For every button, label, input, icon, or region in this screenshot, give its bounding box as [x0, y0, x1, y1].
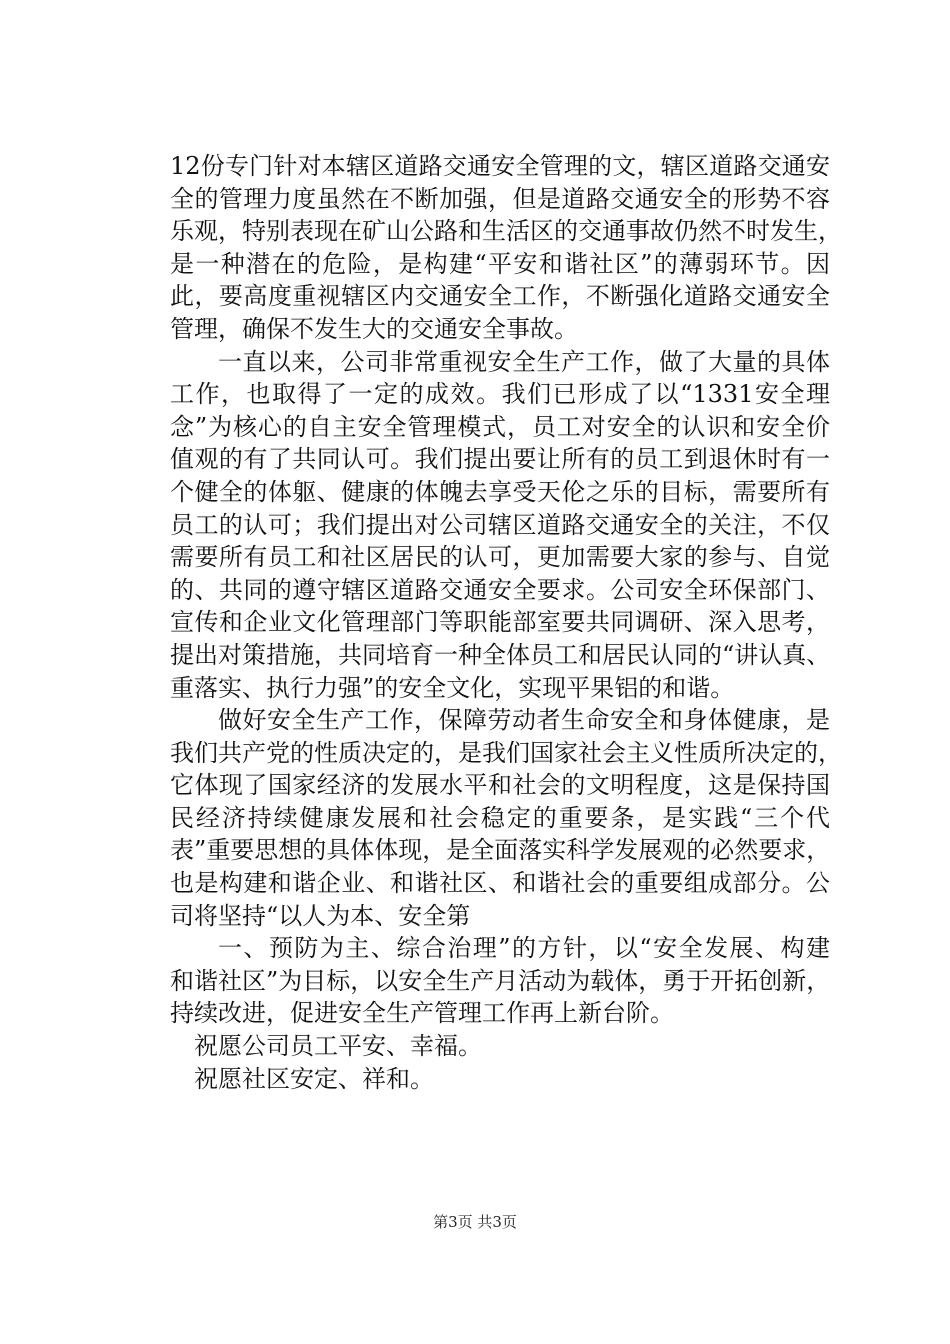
text-line: 管理，确保不发生大的交通安全事故。 — [170, 314, 578, 343]
text-line: 此，要高度重视辖区内交通安全工作，不断强化道路交通安全 — [170, 282, 830, 311]
closing-line: 祝愿社区安定、祥和。 — [194, 1064, 434, 1093]
text-line: 宣传和企业文化管理部门等职能部室要共同调研、深入思考， — [170, 608, 830, 637]
text-line: 司将坚持“以人为本、安全第 — [170, 901, 471, 930]
paragraph-start-line: 一直以来，公司非常重视安全生产工作，做了大量的具体 — [218, 347, 830, 376]
text-line: 需要所有员工和社区居民的认可，更加需要大家的参与、自觉 — [170, 543, 830, 572]
paragraph-start-line: 一、预防为主、综合治理”的方针，以“安全发展、构建 — [218, 934, 830, 963]
paragraph-start-line: 做好安全生产工作，保障劳动者生命安全和身体健康，是 — [218, 706, 830, 735]
closing-line: 祝愿公司员工平安、幸福。 — [194, 1032, 482, 1061]
text-line: 也是构建和谐企业、和谐社区、和谐社会的重要组成部分。公 — [170, 869, 830, 898]
text-line: 值观的有了共同认可。我们提出要让所有的员工到退休时有一 — [170, 445, 830, 474]
text-line: 提出对策措施，共同培育一种全体员工和居民认同的“讲认真、 — [170, 640, 831, 669]
text-line: 个健全的体躯、健康的体魄去享受天伦之乐的目标，需要所有 — [170, 477, 830, 506]
text-line: 念”为核心的自主安全管理模式，员工对安全的认识和安全价 — [170, 412, 830, 441]
text-line: 持续改进，促进安全生产管理工作再上新台阶。 — [170, 999, 674, 1028]
text-line: 的、共同的遵守辖区道路交通安全要求。公司安全环保部门、 — [170, 575, 830, 604]
text-line: 工作，也取得了一定的成效。我们已形成了以“1331安全理 — [170, 380, 830, 409]
document-body — [170, 150, 842, 1095]
text-line: 12份专门针对本辖区道路交通安全管理的文，辖区道路交通安 — [170, 152, 830, 180]
text-line: 员工的认可；我们提出对公司辖区道路交通安全的关注，不仅 — [170, 510, 830, 539]
text-line: 乐观，特别表现在矿山公路和生活区的交通事故仍然不时发生， — [170, 217, 842, 246]
text-line: 我们共产党的性质决定的，是我们国家社会主义性质所决定的， — [170, 738, 842, 767]
text-line: 是一种潜在的危险，是构建“平安和谐社区”的薄弱环节。因 — [170, 249, 830, 278]
text-line: 重落实、执行力强”的安全文化，实现平果铝的和谐。 — [170, 673, 735, 702]
text-line: 和谐社区”为目标，以安全生产月活动为载体，勇于开拓创新， — [170, 966, 831, 995]
text-line: 民经济持续健康发展和社会稳定的重要条，是实践“三个代 — [170, 803, 830, 832]
text-line: 它体现了国家经济的发展水平和社会的文明程度，这是保持国 — [170, 771, 830, 800]
text-line: 全的管理力度虽然在不断加强，但是道路交通安全的形势不容 — [170, 184, 830, 213]
text-line: 表”重要思想的具体体现，是全面落实科学发展观的必然要求， — [170, 836, 831, 865]
page-number-footer: 第3页 共3页 — [433, 1213, 517, 1231]
